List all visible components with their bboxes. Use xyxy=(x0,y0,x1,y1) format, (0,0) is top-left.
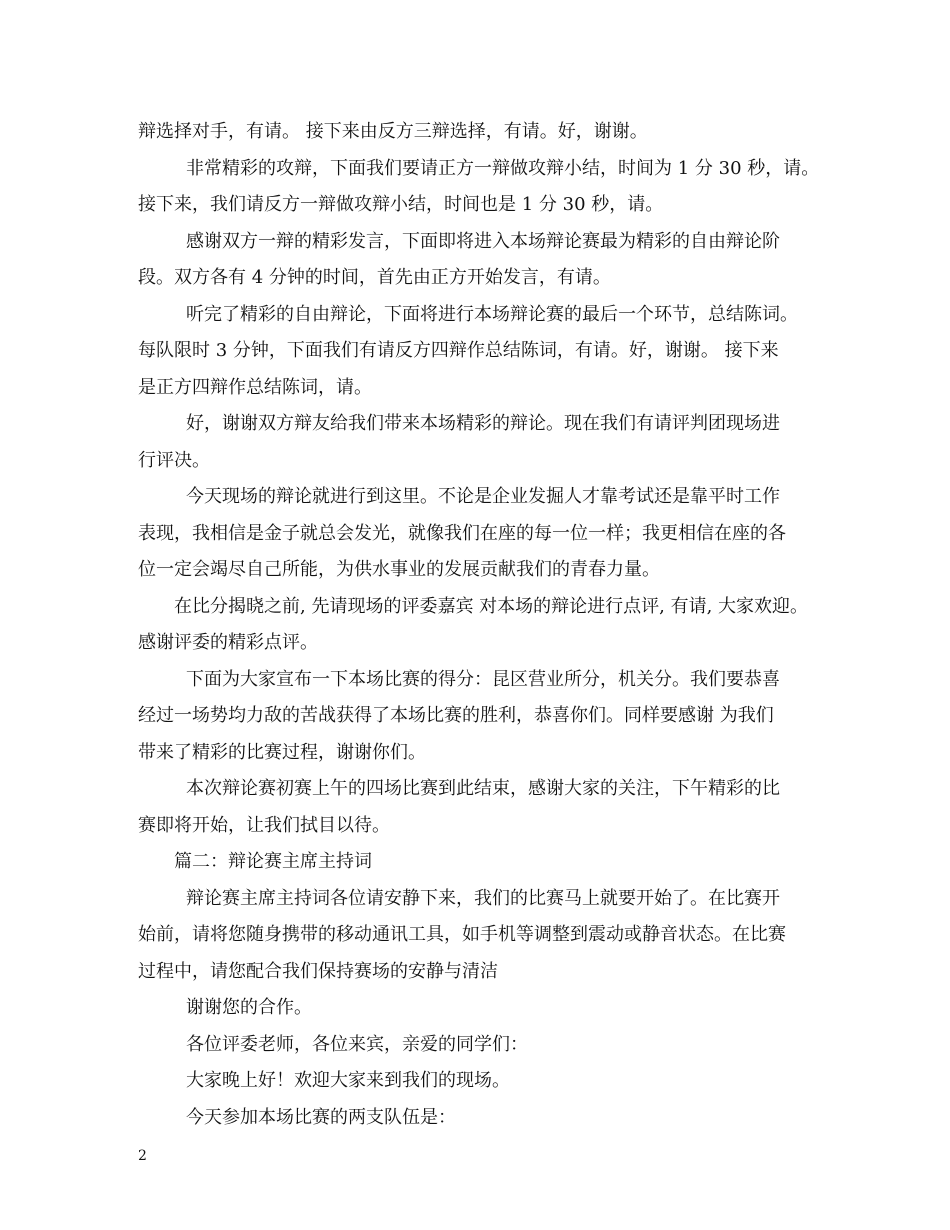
text-line: 感谢评委的精彩点评。 xyxy=(138,632,318,653)
text-line: 大家晚上好！欢迎大家来到我们的现场。 xyxy=(186,1070,510,1091)
text-line: 表现，我相信是金子就总会发光，就像我们在座的每一位一样；我更相信在座的各 xyxy=(138,523,786,544)
text-line: 谢谢您的合作。 xyxy=(186,997,312,1018)
text-line: 听完了精彩的自由辩论，下面将进行本场辩论赛的最后一个环节，总结陈词。 xyxy=(186,304,798,325)
text-line: 接下来，我们请反方一辩做攻辩小结，时间也是 1 分 30 秒，请。 xyxy=(138,194,664,215)
text-line: 经过一场势均力敌的苦战获得了本场比赛的胜利，恭喜你们。同样要感谢 为我们 xyxy=(138,705,774,726)
text-line: 好，谢谢双方辩友给我们带来本场精彩的辩论。现在我们有请评判团现场进 xyxy=(186,413,780,434)
text-line: 在比分揭晓之前, 先请现场的评委嘉宾 对本场的辩论进行点评, 有请, 大家欢迎。 xyxy=(174,596,809,617)
page-number: 2 xyxy=(138,1148,147,1164)
text-line: 今天现场的辩论就进行到这里。不论是企业发掘人才靠考试还是靠平时工作 xyxy=(186,486,780,507)
text-line: 每队限时 3 分钟，下面我们有请反方四辩作总结陈词，有请。好，谢谢。 接下来 xyxy=(138,340,779,361)
text-line: 下面为大家宣布一下本场比赛的得分：昆区营业所分，机关分。我们要恭喜 xyxy=(186,669,780,690)
text-line: 段。双方各有 4 分钟的时间，首先由正方开始发言，有请。 xyxy=(138,267,611,288)
text-line: 带来了精彩的比赛过程，谢谢你们。 xyxy=(138,742,426,763)
text-line: 赛即将开始，让我们拭目以待。 xyxy=(138,815,390,836)
text-line: 今天参加本场比赛的两支队伍是： xyxy=(186,1107,456,1128)
text-line: 位一定会竭尽自己所能，为供水事业的发展贡献我们的青春力量。 xyxy=(138,559,660,580)
text-line: 是正方四辩作总结陈词，请。 xyxy=(138,377,372,398)
text-line: 辩论赛主席主持词各位请安静下来，我们的比赛马上就要开始了。在比赛开 xyxy=(186,888,780,909)
section-heading: 篇二：辩论赛主席主持词 xyxy=(174,851,372,872)
text-line: 辩选择对手，有请。 接下来由反方三辩选择，有请。好，谢谢。 xyxy=(138,121,648,142)
text-line: 始前，请将您随身携带的移动通讯工具，如手机等调整到震动或静音状态。在比赛 xyxy=(138,924,786,945)
text-line: 行评决。 xyxy=(138,450,210,471)
text-line: 感谢双方一辩的精彩发言，下面即将进入本场辩论赛最为精彩的自由辩论阶 xyxy=(186,231,780,252)
text-line: 各位评委老师，各位来宾，亲爱的同学们： xyxy=(186,1034,528,1055)
text-line: 过程中，请您配合我们保持赛场的安静与清洁 xyxy=(138,961,498,982)
text-line: 非常精彩的攻辩，下面我们要请正方一辩做攻辩小结，时间为 1 分 30 秒，请。 xyxy=(186,158,820,179)
text-line: 本次辩论赛初赛上午的四场比赛到此结束，感谢大家的关注，下午精彩的比 xyxy=(186,778,780,799)
